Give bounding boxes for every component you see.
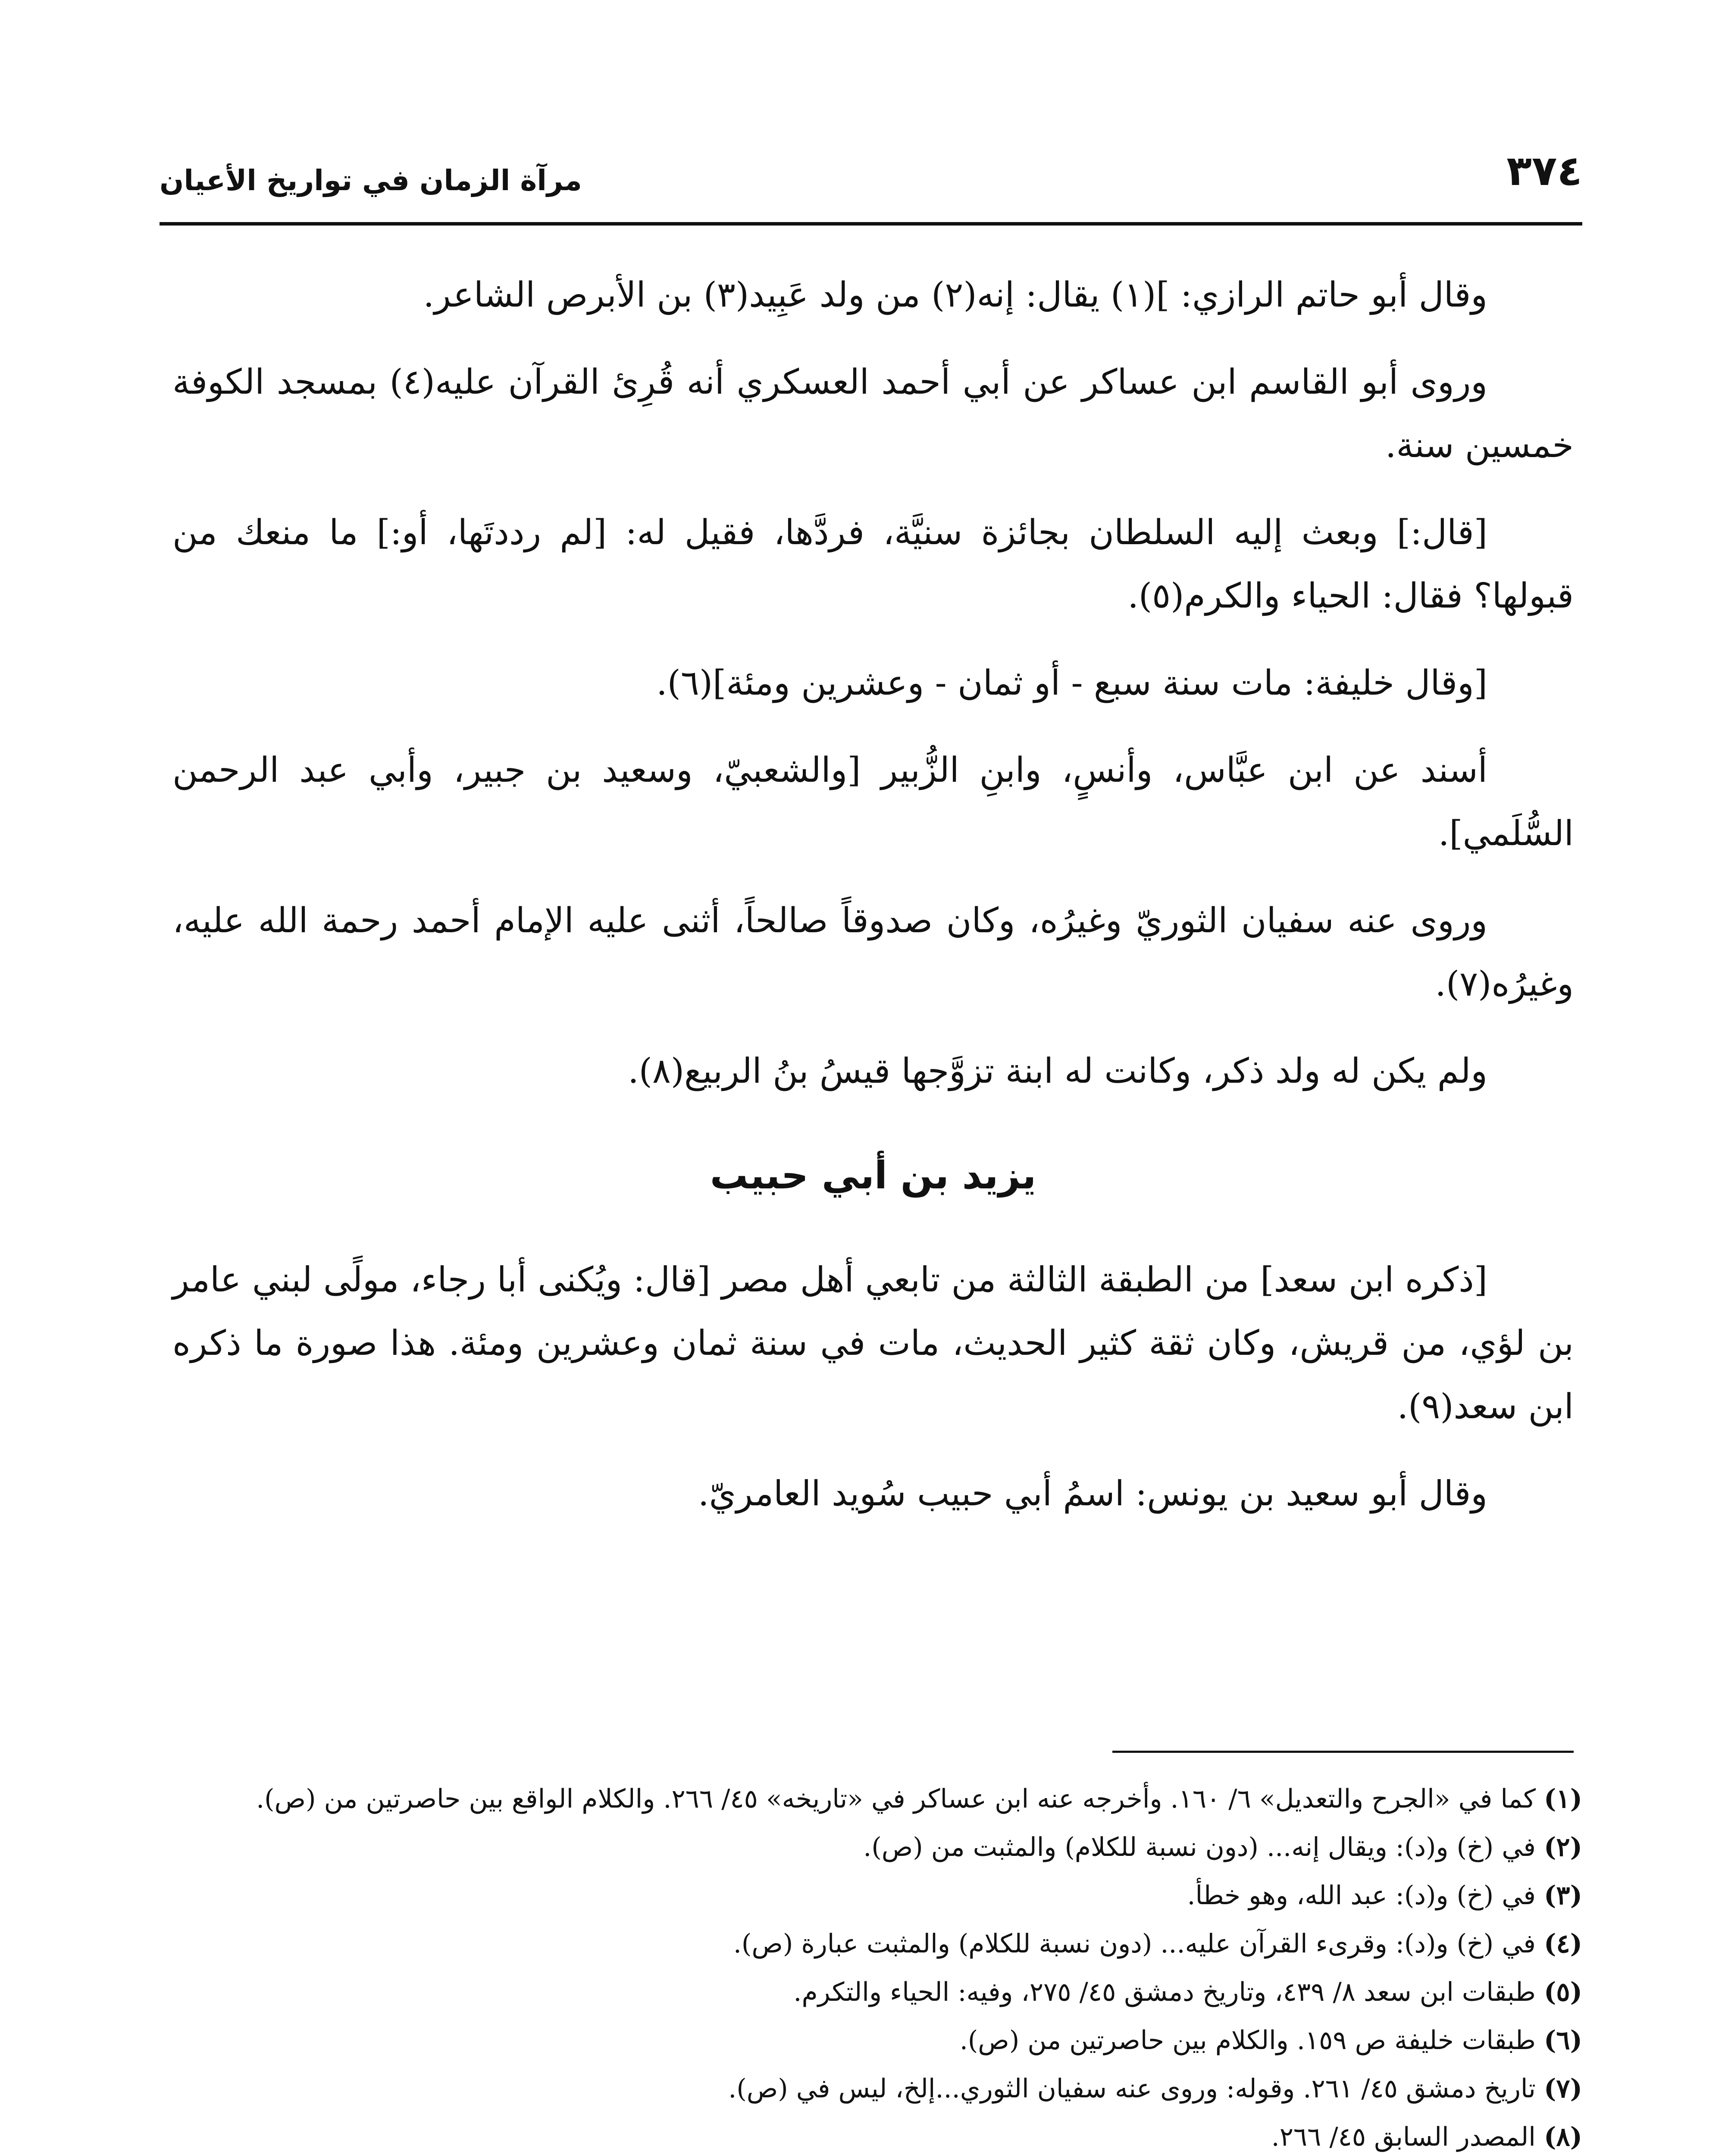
footnote: [181, 1921, 1582, 1966]
footnote-number: (٥): [1543, 1977, 1582, 2007]
footnote: [181, 1777, 1582, 1821]
footnote-text: طبقات خليفة ص ١٥٩. والكلام بين حاصرتين من (ص).: [959, 2025, 1536, 2056]
page-number: ٣٧٤: [1506, 147, 1582, 195]
running-title: مرآة الزمان في تواريخ الأعيان: [160, 164, 582, 197]
footnote-number: (٤): [1543, 1929, 1582, 1959]
footnote: [181, 2018, 1582, 2063]
footnote-text: تاريخ دمشق ٤٥/ ٢٦١. وقوله: وروى عنه سفيان الثوري...إلخ، ليس في (ص).: [728, 2074, 1536, 2104]
footnote-text: في (خ) و(د): ويقال إنه... (دون نسبة للكلام) والمثبت من (ص).: [863, 1832, 1536, 1862]
footnote-text: المصدر السابق ٤٥/ ٢٦٦.: [1271, 2122, 1536, 2152]
footnotes: [181, 1777, 1582, 2156]
footnote-number: (٧): [1543, 2074, 1582, 2104]
paragraph: [ذكره ابن سعد] من الطبقة الثالثة من تابعي أهل مصر [قال: ويُكنى أبا رجاء، مولًى لبني عامر بن لؤي، من قريش، وكان ثقة كثير الحديث، مات في سنة ثمان وعشرين ومئة. هذا صورة ما ذكره ابن سعد(٩).: [172, 1260, 1574, 1426]
footnote-number: (٣): [1543, 1880, 1582, 1911]
paragraph: أسند عن ابن عبَّاس، وأنسٍ، وابنِ الزُّبير [والشعبيّ، وسعيد بن جبير، وأبي عبد الرحمن السُّلَمي].: [172, 750, 1574, 853]
page-header: [160, 147, 1582, 220]
footnote-text: كما في «الجرح والتعديل» ٦/ ١٦٠. وأخرجه عنه ابن عساكر في «تاريخه» ٤٥/ ٢٦٦. والكلام الواقع بين حاصرتين من (ص).: [256, 1784, 1536, 1814]
footnote: [181, 2066, 1582, 2111]
footnote-rule: [1112, 1751, 1574, 1753]
paragraph: وقال أبو حاتم الرازي: ](١) يقال: إنه(٢) من ولد عَبِيد(٣) بن الأبرص الشاعر.: [423, 275, 1487, 315]
footnote-text: في (خ) و(د): وقرىء القرآن عليه... (دون نسبة للكلام) والمثبت عبارة (ص).: [733, 1929, 1536, 1959]
section-title: يزيد بن أبي حبيب: [710, 1153, 1036, 1197]
footnote-number: (١): [1543, 1784, 1582, 1814]
footnote-number: (٦): [1543, 2025, 1582, 2056]
paragraph: ولم يكن له ولد ذكر، وكانت له ابنة تزوَّجها قيسُ بنُ الربيع(٨).: [628, 1051, 1487, 1091]
footnote-number: (٨): [1543, 2122, 1582, 2152]
footnote-number: (٢): [1543, 1832, 1582, 1862]
paragraph: [قال:] وبعث إليه السلطان بجائزة سنيَّة، فردَّها، فقيل له: [لم رددتَها، أو:] ما منعك من قبولها؟ فقال: الحياء والكرم(٥).: [172, 512, 1574, 616]
footnote: [181, 1825, 1582, 1870]
main-text: [172, 263, 1574, 1549]
paragraph: وروى أبو القاسم ابن عساكر عن أبي أحمد العسكري أنه قُرِئ القرآن عليه(٤) بمسجد الكوفة خمسين سنة.: [172, 362, 1574, 465]
header-rule: [160, 222, 1582, 226]
footnote: [181, 2115, 1582, 2156]
footnote: [181, 1873, 1582, 1918]
paragraph: [وقال خليفة: مات سنة سبع - أو ثمان - وعشرين ومئة](٦).: [656, 663, 1487, 703]
paragraph: وقال أبو سعيد بن يونس: اسمُ أبي حبيب سُويد العامريّ.: [698, 1473, 1487, 1514]
paragraph: وروى عنه سفيان الثوريّ وغيرُه، وكان صدوقاً صالحاً، أثنى عليه الإمام أحمد رحمة الله عليه، وغيرُه(٧).: [172, 900, 1574, 1004]
footnote: [181, 1970, 1582, 2015]
footnote-text: طبقات ابن سعد ٨/ ٤٣٩، وتاريخ دمشق ٤٥/ ٢٧٥، وفيه: الحياء والتكرم.: [793, 1977, 1536, 2007]
footnote-text: في (خ) و(د): عبد الله، وهو خطأ.: [1187, 1880, 1536, 1911]
